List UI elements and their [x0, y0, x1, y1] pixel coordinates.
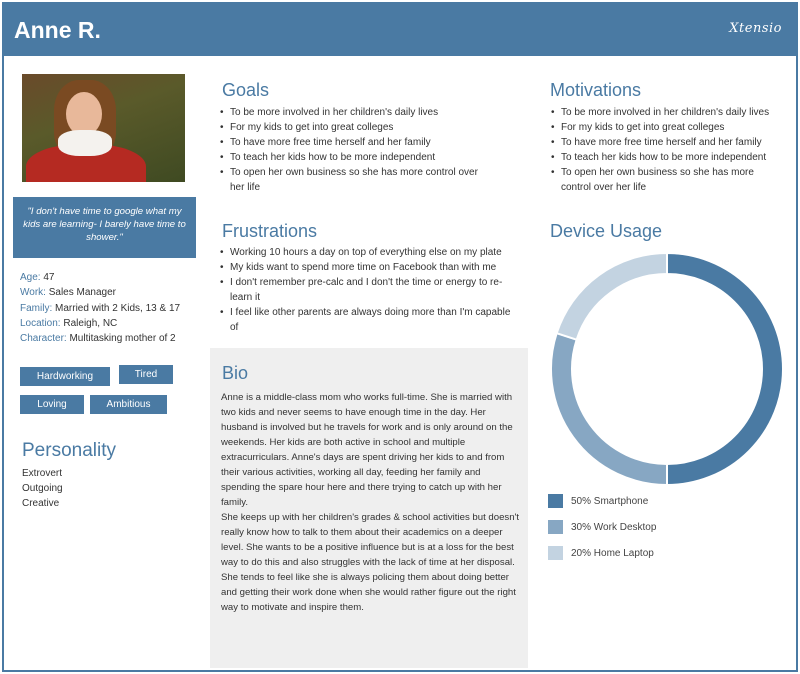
header-bar [4, 4, 796, 56]
persona-facts [20, 270, 180, 346]
fact-work: Work: Sales Manager [20, 287, 116, 299]
fact-family: Family: Married with 2 Kids, 13 & 17 [20, 302, 181, 314]
list-item: • For my kids to get into great colleges [551, 120, 783, 135]
list-item: • I feel like other parents are always doing more than I'm capable of [220, 305, 520, 335]
legend-label: 30% Work Desktop [571, 521, 657, 533]
goals-list [220, 105, 490, 195]
legend-item [548, 546, 656, 560]
bio-text [221, 390, 521, 615]
bio-paragraph: She keeps up with her children's grades & school activities but doesn't really know how to talk to them about their academics on a deeper level. She wants to be a positive influence but is at a loss for the best way to do this and also struggles with the lack of time at her disposal. She tends to feel like she is always policing them about doing better and getting their work done when she would rather figure out the right way to motivate and inspire them. [221, 512, 520, 613]
list-item: • To open her own business so she has more control over her life [551, 165, 783, 195]
list-item: • To teach her kids how to be more independent [551, 150, 783, 165]
list-item: • To open her own business so she has more control over her life [220, 165, 490, 195]
list-item: • For my kids to get into great colleges [220, 120, 490, 135]
list-item: • Working 10 hours a day on top of everything else on my plate [220, 245, 520, 260]
persona-name: Anne R. [14, 17, 101, 43]
donut-slice-work-desktop [551, 333, 667, 485]
device-usage-heading: Device Usage [550, 221, 663, 241]
bio-panel [210, 348, 528, 668]
donut-slice-smartphone [667, 253, 783, 485]
fact-location: Location: Raleigh, NC [20, 317, 118, 329]
list-item: • My kids want to spend more time on Facebook than with me [220, 260, 520, 275]
frustrations-list [220, 245, 520, 335]
persona-photo [22, 74, 185, 182]
tag-ambitious: Ambitious [90, 395, 167, 414]
list-item: • To be more involved in her children's daily lives [551, 105, 783, 120]
legend-item [548, 494, 656, 508]
legend-label: 20% Home Laptop [571, 547, 654, 559]
device-usage-donut-chart [550, 252, 784, 486]
bio-heading: Bio [222, 363, 249, 383]
device-usage-legend [548, 494, 656, 572]
tag-loving: Loving [20, 395, 84, 414]
legend-swatch [548, 520, 563, 534]
motivations-heading: Motivations [550, 80, 642, 100]
personality-traits [22, 466, 63, 511]
bio-paragraph: Anne is a middle-class mom who works full-time. She is married with two kids and never seems to have enough time in the day. Her husband is involved but he travels for work and is only around on the weekends. Her kids are both active in school and multiple extracurriculars. Anne's days are spent driving her kids to and from their various activities, working all day, feeding her family and spending the spare hour here and there trying to catch up with her family. [221, 392, 513, 508]
list-item: • I don't remember pre-calc and I don't the time or energy to re-learn it [220, 275, 520, 305]
personality-heading: Personality [22, 440, 116, 461]
list-item: • To teach her kids how to be more independent [220, 150, 490, 165]
motivations-list [551, 105, 783, 195]
legend-swatch [548, 546, 563, 560]
trait-item: Outgoing [22, 483, 63, 494]
legend-label: 50% Smartphone [571, 495, 649, 507]
legend-item [548, 520, 656, 534]
persona-quote: "I don't have time to google what my kids are learning- I barely have time to shower." [13, 197, 196, 258]
frustrations-heading: Frustrations [222, 221, 318, 241]
xtensio-logo[interactable]: Xtensio [729, 21, 782, 36]
tag-hardworking: Hardworking [20, 367, 110, 386]
list-item: • To have more free time herself and her family [551, 135, 783, 150]
legend-swatch [548, 494, 563, 508]
fact-age: Age: 47 [20, 272, 55, 283]
trait-item: Extrovert [22, 468, 63, 479]
donut-slice-home-laptop [557, 253, 667, 340]
list-item: • To have more free time herself and her family [220, 135, 490, 150]
tag-tired: Tired [119, 365, 173, 384]
list-item: • To be more involved in her children's daily lives [220, 105, 490, 120]
trait-item: Creative [22, 498, 60, 509]
persona-card [2, 2, 798, 672]
goals-heading: Goals [222, 80, 270, 100]
fact-character: Character: Multitasking mother of 2 [20, 333, 176, 345]
